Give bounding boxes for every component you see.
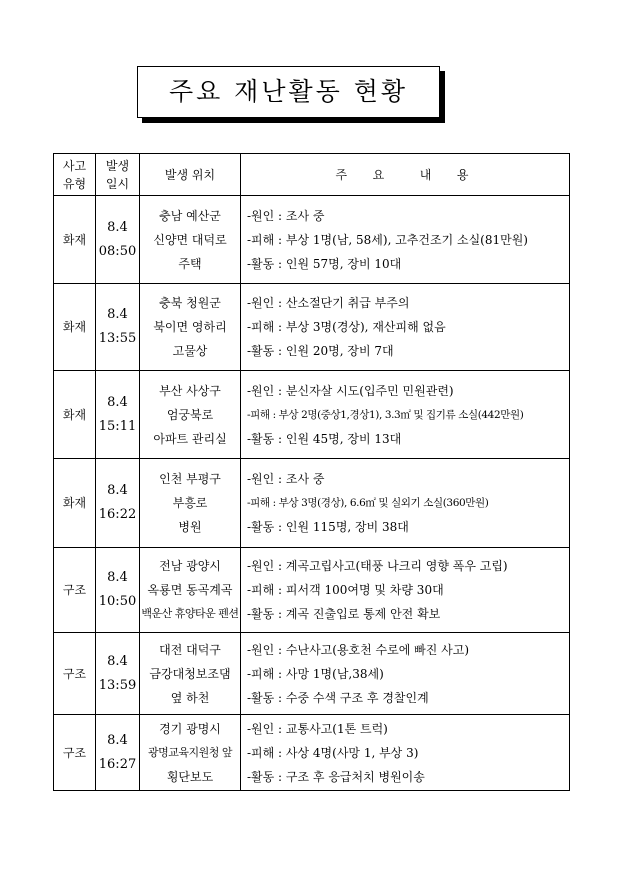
row-time: 08:50 <box>98 243 137 259</box>
row-datetime <box>96 633 140 715</box>
table-row <box>54 284 570 371</box>
row-datetime <box>96 459 140 548</box>
row-type: 구조 <box>54 715 96 791</box>
row-location-line: 금강대청보조댐 <box>149 666 231 681</box>
row-date: 8.4 <box>107 394 128 410</box>
row-location-line: 대전 대덕구 <box>159 642 221 657</box>
row-datetime <box>96 548 140 633</box>
header-location: 발생 위치 <box>140 154 241 196</box>
row-type: 구조 <box>54 548 96 633</box>
row-location-line: 경기 광명시 <box>159 721 221 736</box>
row-cause: -원인 : 계곡고립사고(태풍 나크리 영향 폭우 고립) <box>247 559 508 573</box>
row-content <box>241 284 570 371</box>
row-location-line: 부산 사상구 <box>159 383 221 398</box>
row-damage: -피해 : 피서객 100여명 및 차량 30대 <box>247 583 444 597</box>
row-cause: -원인 : 분신자살 시도(입주민 민원관련) <box>247 383 454 398</box>
row-damage: -피해 : 부상 3명(경상), 재산피해 없음 <box>247 320 446 334</box>
row-cause: -원인 : 조사 중 <box>247 208 325 223</box>
row-cause: -원인 : 산소절단기 취급 부주의 <box>247 296 410 310</box>
header-date <box>96 154 140 196</box>
row-damage: -피해 : 사상 4명(사망 1, 부상 3) <box>247 745 419 760</box>
row-location <box>140 371 241 459</box>
row-datetime <box>96 371 140 459</box>
row-activity: -활동 : 인원 115명, 장비 38대 <box>247 520 409 534</box>
row-location-line: 옆 하천 <box>170 690 210 705</box>
row-activity: -활동 : 계곡 진출입로 통제 안전 확보 <box>247 607 441 621</box>
row-location-line: 주택 <box>178 256 202 271</box>
header-type <box>54 154 96 196</box>
table-row <box>54 196 570 284</box>
header-row <box>54 154 570 196</box>
row-damage: -피해 : 부상 2명(중상1,경상1), 3.3㎡ 및 집기류 소실(442만원) <box>247 408 524 421</box>
row-type: 화재 <box>54 371 96 459</box>
row-date: 8.4 <box>107 653 128 669</box>
row-cause: -원인 : 교통사고(1톤 트럭) <box>247 721 388 736</box>
row-time: 13:55 <box>98 331 137 346</box>
disaster-table <box>53 153 570 791</box>
row-location-line: 북이면 영하리 <box>153 320 227 334</box>
table-row <box>54 715 570 791</box>
row-location-line: 옥룡면 동곡계곡 <box>147 583 233 597</box>
row-type: 화재 <box>54 196 96 284</box>
row-location-line: 인천 부평구 <box>159 472 221 486</box>
row-damage: -피해 : 부상 1명(남, 58세), 고추건조기 소실(81만원) <box>247 232 528 247</box>
row-damage: -피해 : 사망 1명(남,38세) <box>247 666 384 681</box>
row-type: 화재 <box>54 459 96 548</box>
row-time: 16:22 <box>98 507 137 522</box>
row-location-line: 병원 <box>178 520 202 534</box>
row-location <box>140 196 241 284</box>
table-row <box>54 548 570 633</box>
row-location <box>140 548 241 633</box>
row-datetime <box>96 284 140 371</box>
row-type: 화재 <box>54 284 96 371</box>
row-date: 8.4 <box>107 570 128 585</box>
row-location-line: 엄궁북로 <box>166 407 214 422</box>
header-type-line2: 유형 <box>62 176 87 191</box>
header-date-line2: 일시 <box>105 176 130 191</box>
row-type: 구조 <box>54 633 96 715</box>
header-type-line1: 사고 <box>62 158 87 173</box>
row-date: 8.4 <box>107 732 128 748</box>
row-content <box>241 633 570 715</box>
title-box <box>137 66 440 118</box>
row-location <box>140 284 241 371</box>
row-content <box>241 196 570 284</box>
row-content <box>241 715 570 791</box>
row-location-line: 백운산 휴양타운 펜션 <box>141 607 239 620</box>
row-cause: -원인 : 수난사고(용호천 수로에 빠진 사고) <box>247 642 470 657</box>
row-activity: -활동 : 구조 후 응급처치 병원이송 <box>247 769 425 784</box>
row-activity: -활동 : 인원 57명, 장비 10대 <box>247 256 402 271</box>
row-location-line: 신양면 대덕로 <box>153 232 227 247</box>
row-location-line: 횡단보도 <box>166 769 214 784</box>
row-date: 8.4 <box>107 219 128 235</box>
row-date: 8.4 <box>107 307 128 322</box>
table-row <box>54 459 570 548</box>
header-content: 주 요 내 용 <box>241 154 570 196</box>
row-content <box>241 459 570 548</box>
row-time: 13:59 <box>98 677 137 693</box>
table-row <box>54 633 570 715</box>
row-location-line: 전남 광양시 <box>159 559 221 573</box>
row-location <box>140 715 241 791</box>
table-row <box>54 371 570 459</box>
row-location-line: 광명교육지원청 앞 <box>147 745 232 759</box>
row-cause: -원인 : 조사 중 <box>247 472 325 486</box>
row-location <box>140 459 241 548</box>
row-time: 10:50 <box>98 594 137 609</box>
row-content <box>241 371 570 459</box>
row-time: 15:11 <box>98 418 137 434</box>
row-location-line: 아파트 관리실 <box>153 431 227 446</box>
row-location-line: 고물상 <box>172 344 208 358</box>
row-location-line: 충북 청원군 <box>159 296 221 310</box>
row-location-line: 충남 예산군 <box>159 208 221 223</box>
row-activity: -활동 : 수중 수색 구조 후 경찰인계 <box>247 690 429 705</box>
page-title: 주요 재난활동 현황 <box>168 77 409 106</box>
row-activity: -활동 : 인원 45명, 장비 13대 <box>247 431 402 446</box>
row-time: 16:27 <box>98 756 137 772</box>
row-date: 8.4 <box>107 483 128 498</box>
row-location-line: 부흥로 <box>172 496 208 510</box>
header-date-line1: 발생 <box>105 158 130 173</box>
row-datetime <box>96 196 140 284</box>
row-location <box>140 633 241 715</box>
row-activity: -활동 : 인원 20명, 장비 7대 <box>247 344 394 358</box>
row-content <box>241 548 570 633</box>
row-damage: -피해 : 부상 3명(경상), 6.6㎡ 및 실외기 소실(360만원) <box>247 497 489 509</box>
row-datetime <box>96 715 140 791</box>
